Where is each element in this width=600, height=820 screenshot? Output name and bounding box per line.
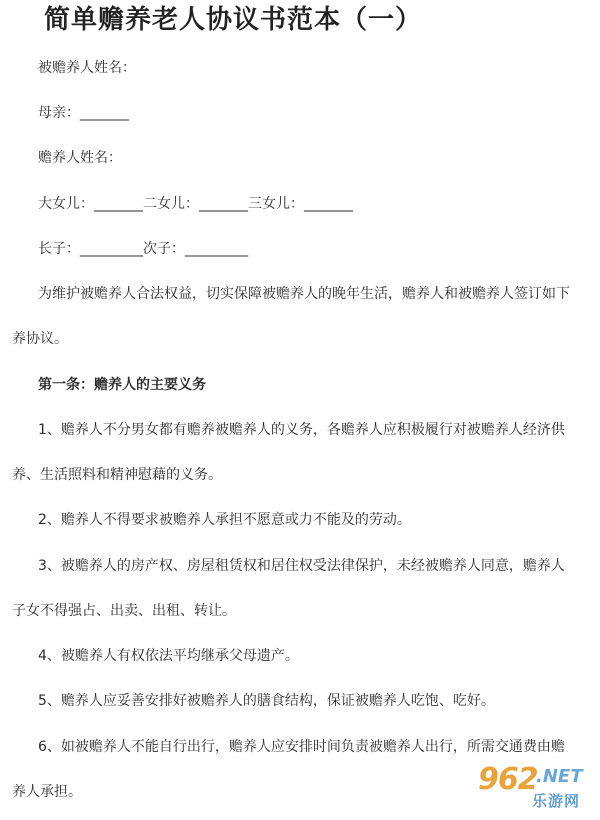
clause-6-line-1: 6、如被赡养人不能自行出行，赡养人应安排时间负责被赡养人出行，所需交通费由赡 — [38, 739, 565, 755]
supporter-name-label: 赡养人姓名： — [38, 150, 122, 166]
clause-1-line-1: 1、赡养人不分男女都有赡养被赡养人的义务，各赡养人应积极履行对被赡养人经济供 — [38, 422, 565, 438]
daughters-field: 大女儿：_______二女儿：_______三女儿：_______ — [38, 196, 353, 212]
clause-3-line-1: 3、被赡养人的房产权、房屋租赁权和居住权受法律保护，未经被赡养人同意，赡养人 — [38, 558, 565, 574]
watermark-site-name: 乐游网 — [532, 792, 581, 810]
watermark-number: 962 — [478, 762, 538, 797]
clause-6-line-2: 养人承担。 — [12, 784, 82, 800]
elder-name-label: 被赡养人姓名： — [38, 60, 136, 76]
clause-4: 4、被赡养人有权依法平均继承父母遗产。 — [38, 648, 299, 664]
site-watermark — [452, 760, 592, 816]
watermark-suffix: .NET — [536, 766, 583, 787]
sons-field: 长子：_________次子：_________ — [38, 241, 248, 257]
clause-3-line-2: 子女不得强占、出卖、出租、转让。 — [12, 603, 236, 619]
clause-1-line-2: 养、生活照料和精神慰藉的义务。 — [12, 467, 222, 483]
clause-5: 5、赡养人应妥善安排好被赡养人的膳食结构，保证被赡养人吃饱、吃好。 — [38, 693, 495, 709]
clause-2: 2、赡养人不得要求被赡养人承担不愿意或力不能及的劳动。 — [38, 512, 411, 528]
preamble-line-2: 养协议。 — [12, 331, 68, 347]
document-title: 简单赡养老人协议书范本（一） — [44, 5, 423, 35]
article-one-heading: 第一条：赡养人的主要义务 — [38, 377, 206, 393]
mother-field: 母亲：_______ — [38, 105, 129, 121]
preamble-line-1: 为维护被赡养人合法权益，切实保障被赡养人的晚年生活，赡养人和被赡养人签订如下 — [38, 286, 570, 302]
